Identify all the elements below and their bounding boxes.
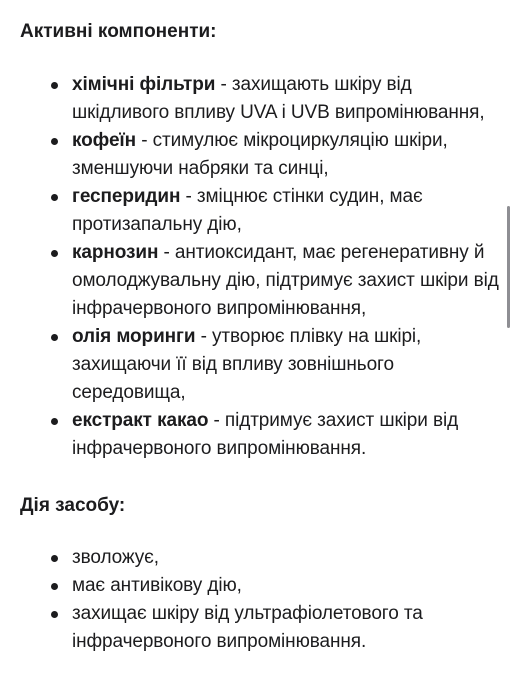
scrollbar-thumb[interactable] [507, 206, 510, 328]
active-ingredients-list [20, 71, 500, 463]
bullet-icon [51, 555, 58, 562]
product-action-list [20, 544, 500, 656]
bullet-icon [51, 334, 58, 341]
vertical-scrollbar[interactable] [507, 206, 511, 328]
action-description: зволожує, [72, 547, 159, 568]
ingredient-description: - зміцнює стінки судин, має протизапальну дію, [72, 186, 423, 235]
list-item [20, 407, 500, 463]
bullet-icon [51, 418, 58, 425]
bullet-icon [51, 82, 58, 89]
list-item [20, 71, 500, 127]
ingredient-description: - захищають шкіру від шкідливого впливу UVA і UVB випромінювання, [72, 74, 485, 123]
list-item [20, 544, 500, 572]
ingredient-name: карнозин [72, 242, 159, 263]
list-item [20, 127, 500, 183]
bullet-icon [51, 583, 58, 590]
ingredient-description: - стимулює мікроциркуляцію шкіри, зменшуючи набряки та синці, [72, 130, 448, 179]
list-item [20, 323, 500, 407]
list-item [20, 600, 500, 656]
ingredient-name: гесперидин [72, 186, 181, 207]
list-item [20, 239, 500, 323]
active-ingredients-section [20, 14, 500, 463]
bullet-icon [51, 250, 58, 257]
product-action-section [20, 488, 500, 656]
ingredient-description: - антиоксидант, має регенеративну й омолоджувальну дію, підтримує захист шкіри від інфрачервоного випромінювання, [72, 242, 499, 319]
list-item [20, 183, 500, 239]
ingredient-name: кофеїн [72, 130, 137, 151]
ingredient-description: - утворює плівку на шкірі, захищаючи її від впливу зовнішнього середовища, [72, 326, 422, 403]
ingredient-name: екстракт какао [72, 410, 209, 431]
action-description: має антивікову дію, [72, 575, 242, 596]
list-item [20, 572, 500, 600]
description-content [20, 14, 500, 656]
ingredient-description: - підтримує захист шкіри від інфрачервоного випромінювання. [72, 410, 459, 459]
ingredient-name: олія моринги [72, 326, 196, 347]
active-ingredients-heading: Активні компоненти: [20, 21, 217, 42]
bullet-icon [51, 194, 58, 201]
ingredient-name: хімічні фільтри [72, 74, 216, 95]
product-action-heading: Дія засобу: [20, 495, 126, 516]
bullet-icon [51, 138, 58, 145]
bullet-icon [51, 611, 58, 618]
action-description: захищає шкіру від ультрафіолетового та інфрачервоного випромінювання. [72, 603, 423, 652]
